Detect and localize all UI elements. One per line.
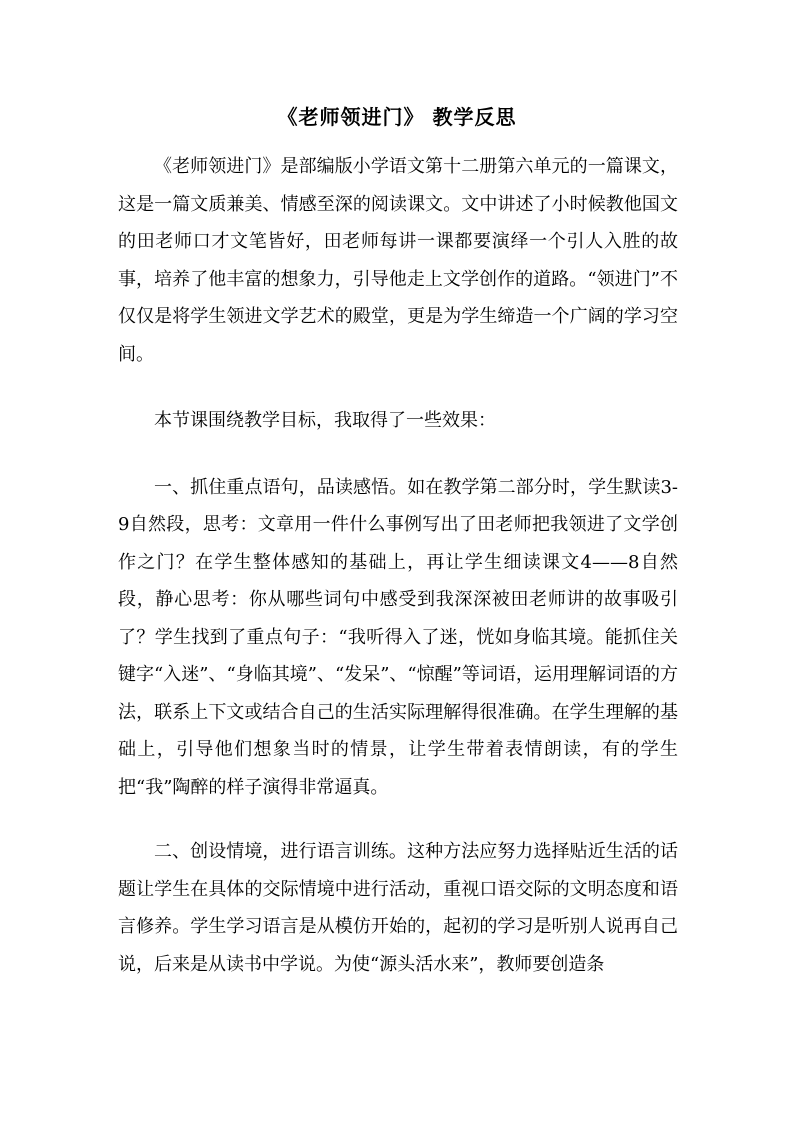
paragraph-intro: 《老师领进门》是部编版小学语文第十二册第六单元的一篇课文，这是一篇文质兼美、情感至深的阅读课文。文中讲述了小时候教他国文的田老师口才文笔皆好，田老师每讲一课都要演绎一个引人入胜的故事，培养了他丰富的想象力，引导他走上文学创作的道路。“领进门”不仅仅是将学生领进文学艺术的殿堂，更是为学生缔造一个广阔的学习空间。 — [118, 156, 678, 365]
paragraph-point-one: 一、抓住重点语句，品读感悟。如在教学第二部分时，学生默读3-9自然段，思考：文章用一件什么事例写出了田老师把我领进了文学创作之门？在学生整体感知的基础上，再让学生细读课文4——8自然段，静心思考：你从哪些词句中感受到我深深被田老师讲的故事吸引了？学生找到了重点句子：“我听得入了迷，恍如身临其境。能抓住关键字“入迷”、“身临其境”、“发呆”、“惊醒”等词语，运用理解词语的方法，联系上下文或结合自己的生活实际理解得很准确。在学生理解的基础上，引导他们想象当时的情景，让学生带着表情朗读，有的学生把“我”陶醉的样子演得非常逼真。 — [118, 476, 678, 798]
document-body — [118, 148, 678, 1010]
paragraph-summary: 本节课围绕教学目标，我取得了一些效果： — [154, 410, 496, 431]
document-title: 《老师领进门》 教学反思 — [277, 105, 517, 129]
paragraph-point-two: 二、创设情境，进行语言训练。这种方法应努力选择贴近生活的话题让学生在具体的交际情境中进行活动，重视口语交际的文明态度和语言修养。学生学习语言是从模仿开始的，起初的学习是听别人说再自己说，后来是从读书中学说。为使“源头活水来”，教师要创造条 — [118, 841, 678, 975]
